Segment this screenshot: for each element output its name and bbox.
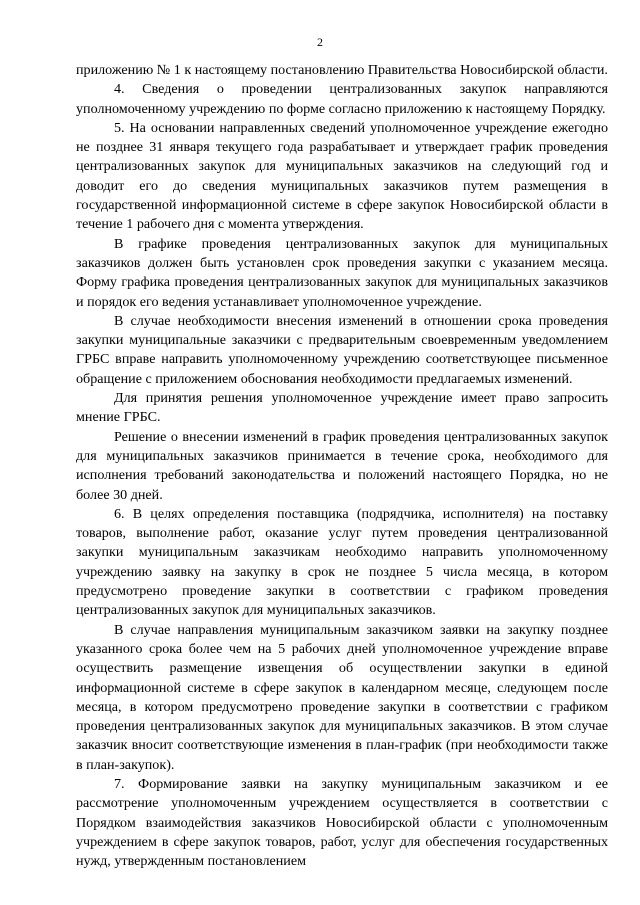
document-body	[76, 61, 608, 871]
paragraph-item-5: 5. На основании направленных сведений уполномоченное учреждение ежегодно не позднее 31 января текущего года разрабатывает и утверждает график проведения централизованных закупок для муниципальных заказчиков на следующий год и доводит его до сведения муниципальных заказчиков путем размещения в государственной информационной системе в сфере закупок Новосибирской области в течение 1 рабочего дня с момента утверждения.	[76, 119, 608, 233]
paragraph-grbs-opinion: Для принятия решения уполномоченное учреждение имеет право запросить мнение ГРБС.	[76, 390, 608, 426]
paragraph-item-6: 6. В целях определения поставщика (подрядчика, исполнителя) на поставку товаров, выполнение работ, оказание услуг путем проведения централизованной закупки муниципальным заказчикам необходимо направить уполномоченному учреждению заявку на закупку в срок не позднее 5 числа месяца, в котором предусмотрено проведение закупки в соответствии с графиком проведения централизованных закупок для муниципальных заказчиков.	[76, 505, 608, 619]
paragraph-late-request: В случае направления муниципальным заказчиком заявки на закупку позднее указанного срока более чем на 5 рабочих дней уполномоченное учреждение вправе осуществить размещение извещения об осуществлении закупки в единой информационной системе в сфере закупок в календарном месяце, следующем после месяца, в котором предусмотрено проведение закупки в соответствии с графиком проведения централизованных закупок для муниципальных заказчиков. В этом случае заказчик вносит соответствующие изменения в план-график (при необходимости также в план-закупок).	[76, 621, 608, 773]
paragraph-item-7: 7. Формирование заявки на закупку муниципальным заказчиком и ее рассмотрение уполномоченным учреждением осуществляется в соответствии с Порядком взаимодействия заказчиков Новосибирской области с уполномоченным учреждением в сфере закупок товаров, работ, услуг для обеспечения государственных нужд, утвержденным постановлением	[76, 775, 608, 870]
paragraph-changes-decision: Решение о внесении изменений в график проведения централизованных закупок для муниципальных заказчиков принимается в течение срока, необходимого для исполнения требований законодательства и положений настоящего Порядка, но не более 30 дней.	[76, 428, 608, 503]
paragraph-continuation: приложению № 1 к настоящему постановлению Правительства Новосибирской области.	[76, 62, 608, 78]
paragraph-changes-request: В случае необходимости внесения изменений в отношении срока проведения закупки муниципальные заказчики с предварительным своевременным уведомлением ГРБС вправе направить уполномоченному учреждению соответствующее письменное обращение с приложением обоснования необходимости предлагаемых изменений.	[76, 312, 608, 387]
paragraph-item-4: 4. Сведения о проведении централизованных закупок направляются уполномоченному учреждению по форме согласно приложению к настоящему Порядку.	[76, 81, 608, 117]
paragraph-schedule-term: В графике проведения централизованных закупок для муниципальных заказчиков должен быть установлен срок проведения закупки с указанием месяца. Форму графика проведения централизованных закупок для муниципальных заказчиков и порядок его ведения устанавливает уполномоченное учреждение.	[76, 235, 608, 310]
page-number: 2	[317, 35, 323, 49]
